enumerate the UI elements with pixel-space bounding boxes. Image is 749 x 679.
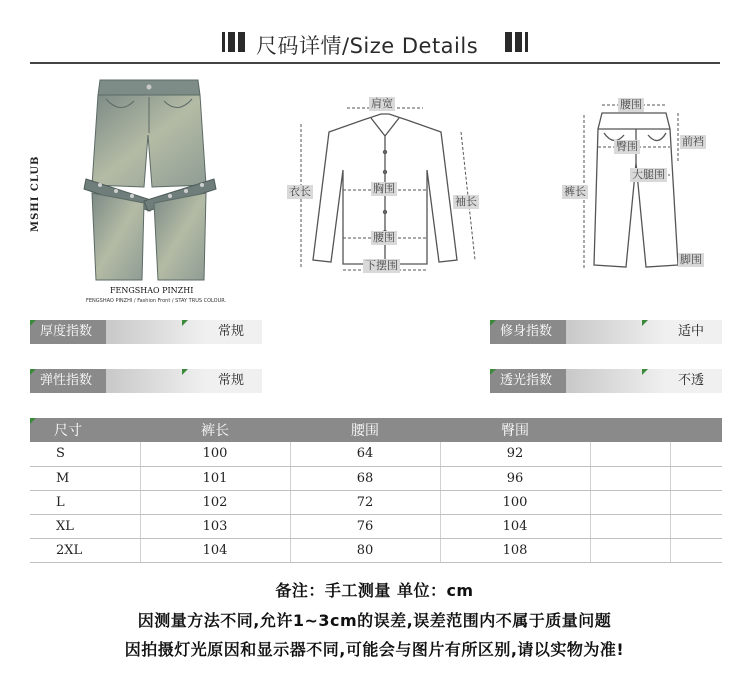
table-cell: 76 [290,514,440,538]
index-label: 弹性指数 [30,369,106,393]
size-table [30,418,722,563]
column-header: 裤长 [140,418,290,442]
corner-marker-icon [30,320,36,326]
table-cell: S [30,442,140,466]
table-cell: 68 [290,466,440,490]
index-label: 修身指数 [490,320,566,344]
pants-label-front-rise: 前裆 [682,135,704,148]
pants-label-thigh: 大腿围 [632,168,665,181]
index-opacity [490,369,722,393]
table-cell [670,538,722,562]
table-cell: 96 [440,466,590,490]
index-value: 常规 [217,324,244,339]
table-cell [670,442,722,466]
pants-outline-icon [560,85,720,280]
table-cell [590,514,670,538]
pants-label-hip: 臀围 [616,140,638,153]
column-header [590,418,670,442]
corner-marker-icon [490,369,496,375]
table-cell [590,442,670,466]
brand-tagline: FENGSHAO PINZHI / Fashion Front / STAY TRUS COLOUR. [86,298,227,304]
table-row [30,538,722,562]
label-waist: 腰围 [373,231,395,244]
table-cell: 100 [440,490,590,514]
table-cell: 102 [140,490,290,514]
table-cell: 80 [290,538,440,562]
table-header-row [30,418,722,442]
column-header: 尺寸 [30,418,140,442]
brand-name: FENGSHAO PINZHI [110,286,194,295]
table-cell: L [30,490,140,514]
product-photo [30,75,240,310]
corner-marker-icon [30,418,36,424]
page-title: 尺码详情/Size Details [256,34,479,58]
table-row [30,490,722,514]
column-header: 腰围 [290,418,440,442]
table-cell: 2XL [30,538,140,562]
label-shoulder: 肩宽 [371,97,393,110]
index-thickness [30,320,262,344]
table-cell: 100 [140,442,290,466]
table-cell: 108 [440,538,590,562]
table-cell [590,466,670,490]
table-cell: 72 [290,490,440,514]
index-elasticity [30,369,262,393]
corner-marker-icon [30,369,36,375]
header-divider [30,62,720,64]
label-hem: 下摆围 [365,259,398,272]
table-cell [590,538,670,562]
pants-label-leg-opening: 脚围 [680,253,702,266]
corner-marker-icon [490,320,496,326]
index-label: 厚度指数 [30,320,106,344]
corner-marker-icon [182,369,188,375]
table-cell: 92 [440,442,590,466]
note-tolerance: 因测量方法不同,允许1~3cm的误差,误差范围内不属于质量问题 [137,611,612,630]
table-row [30,466,722,490]
jeans-image [30,75,240,310]
label-chest: 胸围 [373,182,395,195]
header-decoration-left [222,32,245,52]
table-cell: XL [30,514,140,538]
label-length: 衣长 [289,185,311,198]
table-cell: 101 [140,466,290,490]
shirt-measurement-diagram [285,72,485,282]
table-cell: 64 [290,442,440,466]
note-measurement: 备注：手工测量 单位：cm [275,581,474,600]
header-decoration-right [505,32,528,52]
pants-measurement-diagram [560,85,720,280]
pants-label-waist: 腰围 [620,98,642,111]
table-cell: 104 [440,514,590,538]
brand-vertical-text: MSHI CLUB [30,155,41,232]
table-cell [670,490,722,514]
section-header [0,28,749,64]
table-cell: 103 [140,514,290,538]
index-value: 适中 [677,324,704,339]
index-label: 透光指数 [490,369,566,393]
corner-marker-icon [642,320,648,326]
pants-label-length: 裤长 [564,185,586,198]
corner-marker-icon [642,369,648,375]
table-row [30,514,722,538]
table-cell [670,466,722,490]
column-header [670,418,722,442]
index-value: 常规 [217,373,244,388]
table-cell [670,514,722,538]
table-cell: 104 [140,538,290,562]
label-sleeve: 袖长 [455,195,477,208]
column-header: 臀围 [440,418,590,442]
index-value: 不透 [677,373,704,388]
index-fit [490,320,722,344]
table-row [30,442,722,466]
table-cell: M [30,466,140,490]
table-cell [590,490,670,514]
note-color-disclaimer: 因拍摄灯光原因和显示器不同,可能会与图片有所区别,请以实物为准! [124,640,625,659]
corner-marker-icon [182,320,188,326]
